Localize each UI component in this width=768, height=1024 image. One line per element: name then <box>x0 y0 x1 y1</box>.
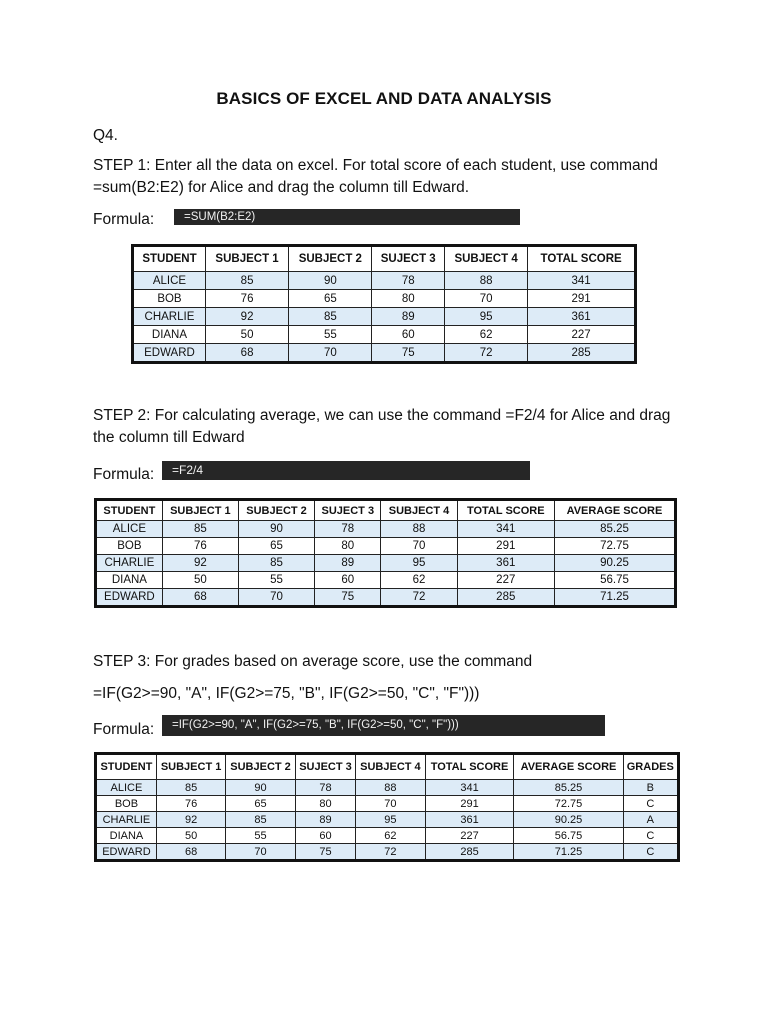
table-cell: CHARLIE <box>96 555 163 572</box>
table-cell: 88 <box>356 780 425 796</box>
table-row <box>96 828 679 844</box>
table-cell: 291 <box>528 290 636 308</box>
table-cell: 361 <box>425 812 514 828</box>
table-cell: 95 <box>444 308 527 326</box>
table-cell: 95 <box>381 555 457 572</box>
table-cell: B <box>623 780 678 796</box>
table-cell: 70 <box>381 538 457 555</box>
question-label: Q4. <box>93 127 118 144</box>
step1-formula-bar: =SUM(B2:E2) <box>174 209 520 225</box>
table-cell: 80 <box>295 796 355 812</box>
table-cell: 70 <box>289 344 372 363</box>
table-row <box>133 272 636 290</box>
table-row <box>96 538 676 555</box>
table-cell: 65 <box>226 796 295 812</box>
column-header: SUBJECT 4 <box>381 500 457 521</box>
table-cell: EDWARD <box>133 344 206 363</box>
table-cell: 285 <box>425 844 514 861</box>
table-cell: 291 <box>457 538 554 555</box>
table-cell: 70 <box>444 290 527 308</box>
table-cell: 88 <box>381 521 457 538</box>
table-cell: 85.25 <box>554 521 675 538</box>
table-cell: 90.25 <box>514 812 623 828</box>
table-cell: BOB <box>96 538 163 555</box>
table-cell: 90 <box>289 272 372 290</box>
table-cell: 341 <box>425 780 514 796</box>
column-header: SUBJECT 4 <box>444 246 527 272</box>
table-cell: 55 <box>238 572 314 589</box>
table-cell: EDWARD <box>96 589 163 607</box>
table-cell: ALICE <box>96 780 157 796</box>
table-cell: C <box>623 844 678 861</box>
table-row <box>96 796 679 812</box>
table-cell: 78 <box>372 272 445 290</box>
table-cell: 78 <box>315 521 381 538</box>
table-cell: 72 <box>444 344 527 363</box>
table-cell: 85 <box>156 780 225 796</box>
table-cell: 88 <box>444 272 527 290</box>
table-cell: 62 <box>444 326 527 344</box>
table-cell: 56.75 <box>554 572 675 589</box>
table-row <box>133 326 636 344</box>
table-cell: 90.25 <box>554 555 675 572</box>
table-cell: 68 <box>162 589 238 607</box>
table-cell: 85 <box>162 521 238 538</box>
table-cell: 92 <box>205 308 288 326</box>
table-cell: 70 <box>226 844 295 861</box>
table-cell: 76 <box>162 538 238 555</box>
table-cell: DIANA <box>96 572 163 589</box>
column-header: AVERAGE SCORE <box>554 500 675 521</box>
table-cell: 68 <box>205 344 288 363</box>
column-header: SUBJECT 1 <box>205 246 288 272</box>
table-row <box>96 844 679 861</box>
step2-formula-label: Formula: <box>93 466 155 483</box>
table-cell: 72 <box>381 589 457 607</box>
table-row <box>133 290 636 308</box>
table-cell: 341 <box>528 272 636 290</box>
table-cell: 65 <box>289 290 372 308</box>
table-cell: 89 <box>295 812 355 828</box>
table-cell: 62 <box>381 572 457 589</box>
table-cell: 85 <box>226 812 295 828</box>
table-cell: A <box>623 812 678 828</box>
table-cell: BOB <box>133 290 206 308</box>
table-cell: 92 <box>162 555 238 572</box>
table-cell: 60 <box>372 326 445 344</box>
table-cell: 50 <box>162 572 238 589</box>
step3-table <box>94 752 680 862</box>
column-header: SUBJECT 1 <box>162 500 238 521</box>
table-cell: C <box>623 828 678 844</box>
table-cell: DIANA <box>96 828 157 844</box>
table-cell: 75 <box>315 589 381 607</box>
table-cell: 70 <box>238 589 314 607</box>
table-cell: 80 <box>372 290 445 308</box>
table-cell: BOB <box>96 796 157 812</box>
table-cell: ALICE <box>96 521 163 538</box>
step3-command: =IF(G2>=90, "A", IF(G2>=75, "B", IF(G2>=50, "C", "F"))) <box>93 685 480 702</box>
table-cell: 85 <box>238 555 314 572</box>
column-header: SUBJECT 2 <box>226 754 295 780</box>
table-cell: 76 <box>205 290 288 308</box>
table-cell: 65 <box>238 538 314 555</box>
table-cell: 90 <box>226 780 295 796</box>
column-header: STUDENT <box>96 500 163 521</box>
table-cell: EDWARD <box>96 844 157 861</box>
column-header: TOTAL SCORE <box>425 754 514 780</box>
table-cell: 95 <box>356 812 425 828</box>
column-header: SUJECT 3 <box>295 754 355 780</box>
step2-instructions: STEP 2: For calculating average, we can use the command =F2/4 for Alice and drag the column till Edward <box>93 407 671 446</box>
column-header: SUBJECT 2 <box>289 246 372 272</box>
table-cell: 227 <box>425 828 514 844</box>
step1-instructions: STEP 1: Enter all the data on excel. For total score of each student, use command =sum(B2:E2) for Alice and drag the column till Edward. <box>93 157 658 196</box>
table-cell: 89 <box>315 555 381 572</box>
column-header: AVERAGE SCORE <box>514 754 623 780</box>
table-row <box>96 780 679 796</box>
table-cell: 85 <box>205 272 288 290</box>
table-cell: 76 <box>156 796 225 812</box>
column-header: SUBJECT 1 <box>156 754 225 780</box>
table-cell: 285 <box>528 344 636 363</box>
table-cell: 50 <box>156 828 225 844</box>
table-cell: 80 <box>315 538 381 555</box>
column-header: STUDENT <box>96 754 157 780</box>
table-cell: C <box>623 796 678 812</box>
table-row <box>96 812 679 828</box>
table-cell: 78 <box>295 780 355 796</box>
table-cell: 72.75 <box>554 538 675 555</box>
table-row <box>96 572 676 589</box>
table-row <box>96 589 676 607</box>
table-cell: 291 <box>425 796 514 812</box>
table-cell: 70 <box>356 796 425 812</box>
table-cell: 56.75 <box>514 828 623 844</box>
table-cell: 50 <box>205 326 288 344</box>
table-cell: CHARLIE <box>133 308 206 326</box>
table-cell: DIANA <box>133 326 206 344</box>
table-cell: 71.25 <box>514 844 623 861</box>
column-header: SUJECT 3 <box>315 500 381 521</box>
column-header: SUBJECT 4 <box>356 754 425 780</box>
table-row <box>133 344 636 363</box>
table-cell: ALICE <box>133 272 206 290</box>
step2-formula-bar: =F2/4 <box>162 461 530 480</box>
table-cell: 92 <box>156 812 225 828</box>
table-row <box>96 521 676 538</box>
table-cell: 361 <box>457 555 554 572</box>
table-cell: 68 <box>156 844 225 861</box>
table-cell: 55 <box>289 326 372 344</box>
column-header: TOTAL SCORE <box>457 500 554 521</box>
table-cell: 72 <box>356 844 425 861</box>
table-row <box>133 308 636 326</box>
step3-formula-label: Formula: <box>93 721 155 738</box>
column-header: SUBJECT 2 <box>238 500 314 521</box>
table-cell: 60 <box>315 572 381 589</box>
column-header: TOTAL SCORE <box>528 246 636 272</box>
table-cell: 285 <box>457 589 554 607</box>
table-cell: 85 <box>289 308 372 326</box>
table-cell: CHARLIE <box>96 812 157 828</box>
table-cell: 85.25 <box>514 780 623 796</box>
column-header: SUJECT 3 <box>372 246 445 272</box>
table-cell: 55 <box>226 828 295 844</box>
table-cell: 72.75 <box>514 796 623 812</box>
step1-formula-label: Formula: <box>93 211 155 228</box>
table-cell: 90 <box>238 521 314 538</box>
column-header: STUDENT <box>133 246 206 272</box>
table-cell: 75 <box>372 344 445 363</box>
document-title: BASICS OF EXCEL AND DATA ANALYSIS <box>216 89 552 108</box>
table-cell: 75 <box>295 844 355 861</box>
table-cell: 361 <box>528 308 636 326</box>
column-header: GRADES <box>623 754 678 780</box>
table-cell: 60 <box>295 828 355 844</box>
table-cell: 227 <box>528 326 636 344</box>
step1-table <box>131 244 637 364</box>
table-cell: 89 <box>372 308 445 326</box>
table-cell: 341 <box>457 521 554 538</box>
step3-formula-bar: =IF(G2>=90, "A", IF(G2>=75, "B", IF(G2>=50, "C", "F"))) <box>162 715 605 736</box>
table-row <box>96 555 676 572</box>
step3-instructions: STEP 3: For grades based on average score, use the command <box>93 653 533 670</box>
table-cell: 71.25 <box>554 589 675 607</box>
table-cell: 62 <box>356 828 425 844</box>
step2-table <box>94 498 677 608</box>
table-cell: 227 <box>457 572 554 589</box>
